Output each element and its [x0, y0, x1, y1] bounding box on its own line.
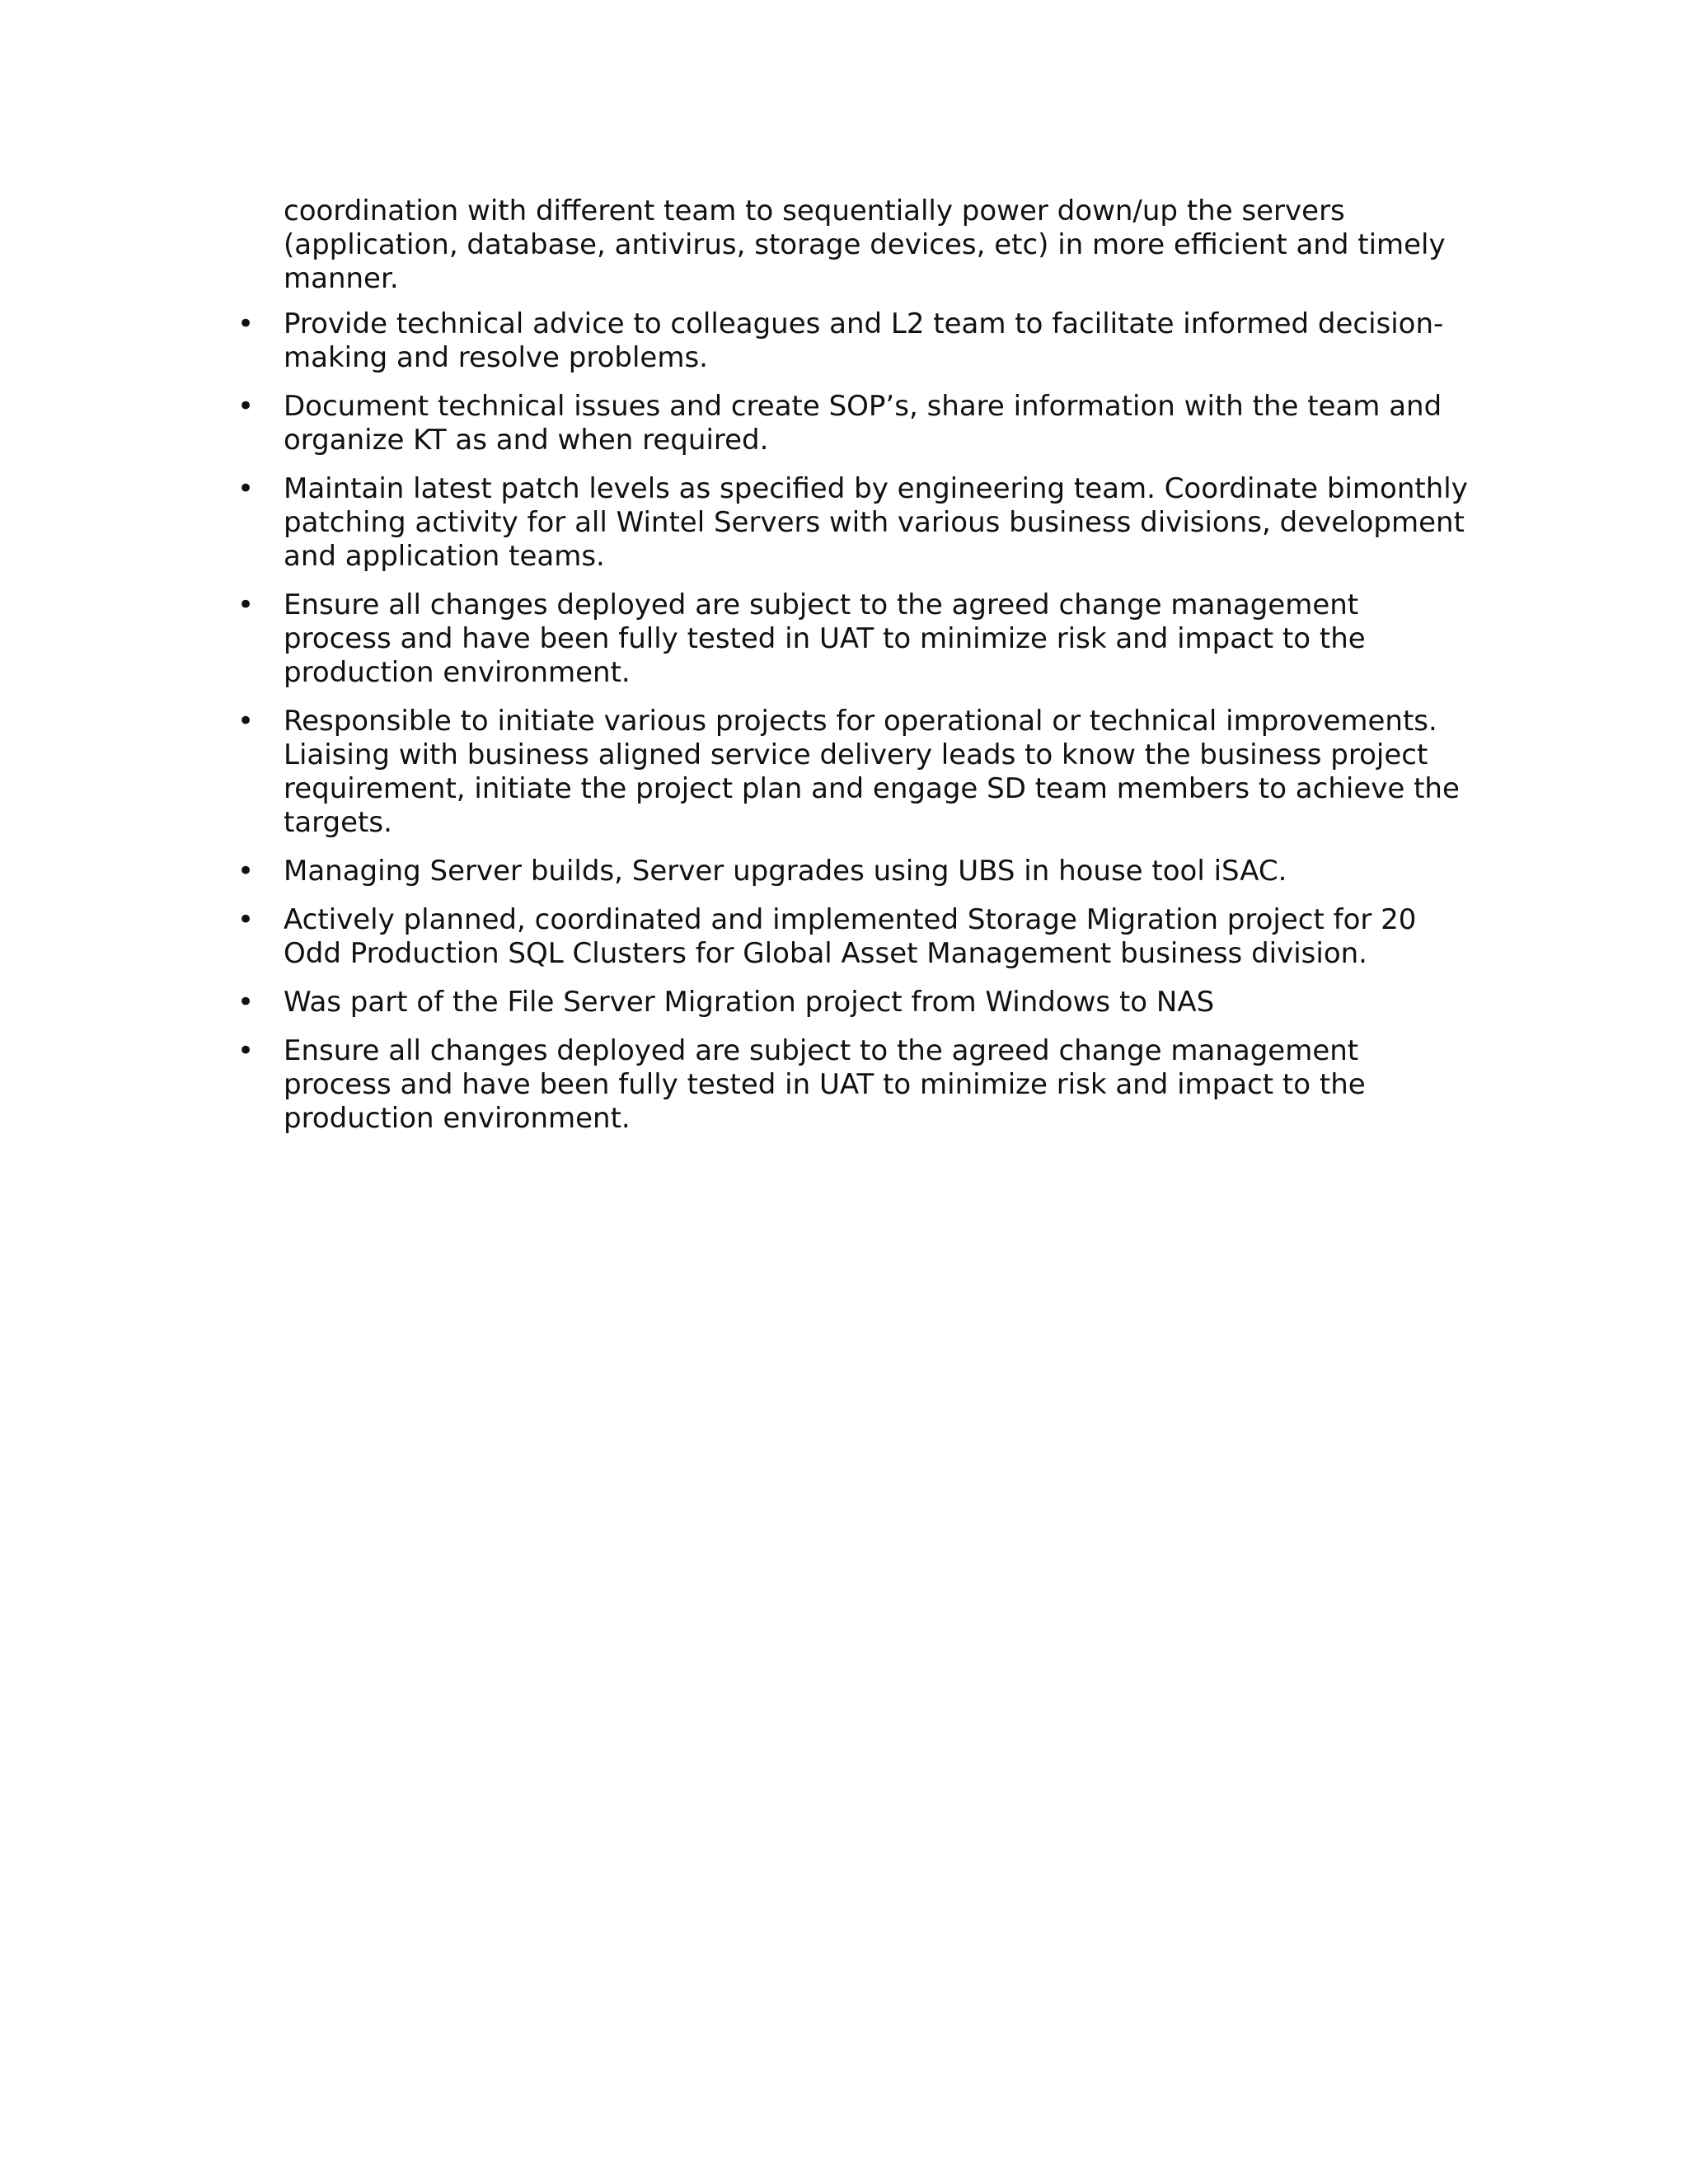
bullet-item — [237, 472, 1474, 574]
bullet-icon: • — [237, 472, 255, 505]
bullet-list — [237, 307, 1474, 1136]
bullet-text: Managing Server builds, Server upgrades using UBS in house tool iSAC. — [284, 855, 1287, 888]
bullet-icon: • — [237, 855, 255, 888]
document-content — [237, 194, 1474, 1151]
bullet-icon: • — [237, 1034, 255, 1067]
bullet-text: Document technical issues and create SOP’s, share information with the team and organize KT as and when required. — [284, 390, 1442, 457]
bullet-text: Provide technical advice to colleagues and L2 team to facilitate informed decision-making and resolve problems. — [284, 307, 1444, 374]
bullet-item — [237, 307, 1474, 375]
bullet-icon: • — [237, 307, 255, 340]
bullet-text: Was part of the File Server Migration project from Windows to NAS — [284, 986, 1215, 1019]
bullet-text: Responsible to initiate various projects for operational or technical improvements. Liaising with business aligned service delivery leads to know the business project requirement, initiate the project plan and engage SD team members to achieve the targets. — [284, 705, 1460, 839]
bullet-icon: • — [237, 705, 255, 738]
bullet-icon: • — [237, 390, 255, 423]
bullet-item — [237, 986, 1474, 1019]
bullet-icon: • — [237, 588, 255, 621]
bullet-item — [237, 903, 1474, 971]
bullet-item — [237, 390, 1474, 457]
bullet-item — [237, 855, 1474, 888]
bullet-item — [237, 705, 1474, 840]
bullet-text: Actively planned, coordinated and implemented Storage Migration project for 20 Odd Production SQL Clusters for Global Asset Management business division. — [284, 903, 1417, 970]
continued-paragraph: coordination with different team to sequentially power down/up the servers (application, database, antivirus, storage devices, etc) in more efficient and timely manner. — [284, 194, 1446, 295]
bullet-icon: • — [237, 986, 255, 1019]
bullet-text: Maintain latest patch levels as specified by engineering team. Coordinate bimonthly patching activity for all Wintel Servers with various business divisions, development and application teams. — [284, 472, 1468, 573]
bullet-icon: • — [237, 903, 255, 936]
bullet-text: Ensure all changes deployed are subject to the agreed change management process and have been fully tested in UAT to minimize risk and impact to the production environment. — [284, 1034, 1366, 1135]
bullet-item — [237, 1034, 1474, 1136]
bullet-text: Ensure all changes deployed are subject to the agreed change management process and have been fully tested in UAT to minimize risk and impact to the production environment. — [284, 588, 1366, 689]
bullet-item — [237, 588, 1474, 690]
